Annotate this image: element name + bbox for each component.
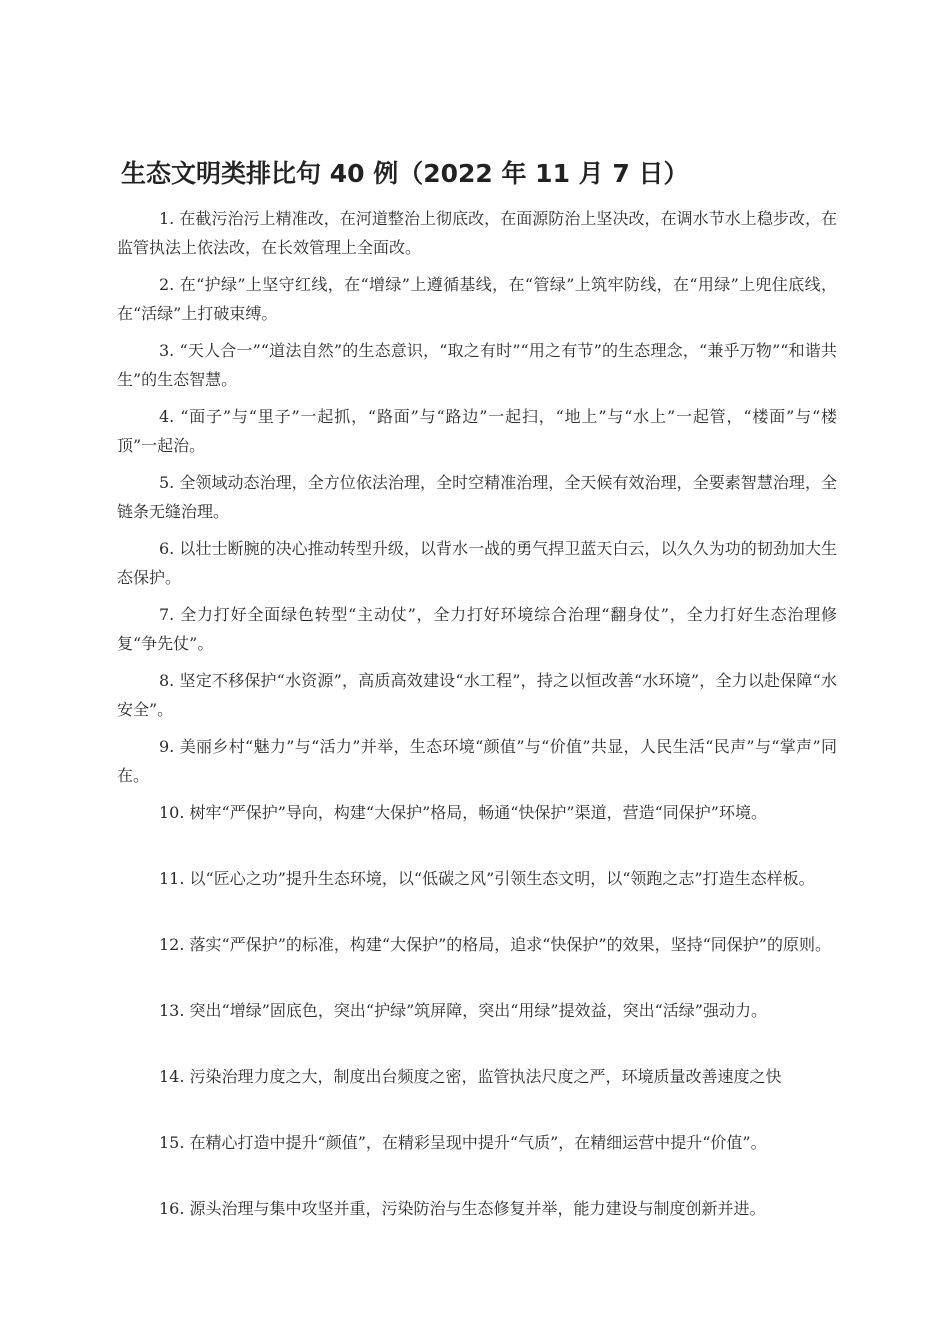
- list-item: 11. 以“匠心之功”提升生态环境，以“低碳之风”引领生态文明，以“领跑之志”打造生态样板。: [159, 869, 815, 888]
- list-item: 2. 在“护绿”上坚守红线，在“增绿”上遵循基线，在“管绿”上筑牢防线，在“用绿”上兜住底线，在“活绿”上打破束缚。: [117, 275, 837, 323]
- list-item: 5. 全领域动态治理，全方位依法治理，全时空精准治理，全天候有效治理，全要素智慧治理，全链条无缝治理。: [117, 473, 837, 521]
- list-item: 7. 全力打好全面绿色转型“主动仗”，全力打好环境综合治理“翻身仗”，全力打好生态治理修复“争先仗”。: [117, 605, 837, 653]
- list-item: 9. 美丽乡村“魅力”与“活力”并举，生态环境“颜值”与“价值”共显，人民生活“民声”与“掌声”同在。: [117, 737, 837, 785]
- sentence-list: [117, 204, 837, 1260]
- list-item: 14. 污染治理力度之大，制度出台频度之密，监管执法尺度之严，环境质量改善速度之快: [159, 1067, 782, 1086]
- list-item: 12. 落实“严保护”的标准，构建“大保护”的格局，追求“快保护”的效果，坚持“同保护”的原则。: [159, 935, 831, 954]
- list-item: 15. 在精心打造中提升“颜值”，在精彩呈现中提升“气质”，在精细运营中提升“价值”。: [159, 1133, 767, 1152]
- list-item: 4. “面子”与“里子”一起抓，“路面”与“路边”一起扫，“地上”与“水上”一起管，“楼面”与“楼顶”一起治。: [117, 407, 837, 455]
- list-item: 6. 以壮士断腕的决心推动转型升级，以背水一战的勇气捍卫蓝天白云，以久久为功的韧劲加大生态保护。: [117, 539, 837, 587]
- list-item: 1. 在截污治污上精准改，在河道整治上彻底改，在面源防治上坚决改，在调水节水上稳步改，在监管执法上依法改，在长效管理上全面改。: [117, 209, 837, 257]
- list-item: 10. 树牢“严保护”导向，构建“大保护”格局，畅通“快保护”渠道，营造“同保护”环境。: [159, 803, 767, 822]
- list-item: 8. 坚定不移保护“水资源”，高质高效建设“水工程”，持之以恒改善“水环境”，全力以赴保障“水安全”。: [117, 671, 837, 719]
- list-item: 3. “天人合一”“道法自然”的生态意识，“取之有时”“用之有节”的生态理念，“兼乎万物”“和谐共生”的生态智慧。: [117, 341, 837, 389]
- document-title: 生态文明类排比句 40 例（2022 年 11 月 7 日）: [121, 159, 689, 188]
- list-item: 16. 源头治理与集中攻坚并重，污染防治与生态修复并举，能力建设与制度创新并进。: [159, 1199, 766, 1218]
- list-item: 13. 突出“增绿”固底色，突出“护绿”筑屏障，突出“用绿”提效益，突出“活绿”强动力。: [159, 1001, 767, 1020]
